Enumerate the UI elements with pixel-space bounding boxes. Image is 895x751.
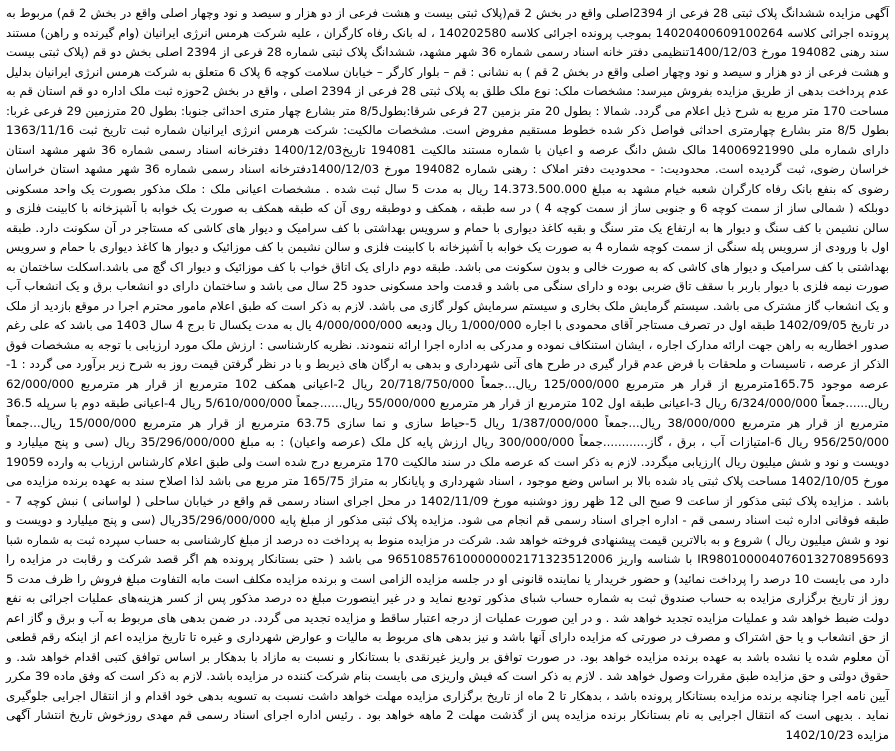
- auction-notice-text: آگهی مزایده ششدانگ پلاک ثبتی 28 فرعی از 2394اصلی واقع در بخش 2 قم(پلاک ثبتی بیست و هشت فرعی از دو هزار و سیصد و نود وچهار اصلی واقع در بخش 2 قم) مربوط به پرونده اجرائی کلاسه 14020400609100264 بموجب پرونده اجرائی کلاسه 140202580 ، له بانک رفاه کارگران ، علیه شرکت هرمس انرژی ایرانیان (وام گیرنده و راهن) مستند سند رهنی 194082 مورخ 1400/12/03تنظیمی دفتر خانه اسناد رسمی شماره 36 شهر مشهد، ششدانگ پلاک ثبتی شماره 28 فرعی از 2394 اصلی بخش دو قم (پلاک ثبتی بیست و هشت فرعی از دو هزار و سیصد و نود وچهار اصلی واقع در بخش 2 قم ) به نشانی : قم – بلوار کارگر – خیابان سلامت کوچه 6 پلاک 6 متعلق به شرکت هرمس انرژی ایرانیان بدلیل عدم پرداخت بدهی از طریق مزایده بفروش میرسد: مشخصات ملک: نوع ملک طلق به پلاک ثبتی 28 فرعی از 2394 اصلی ، واقع در بخش 2حوزه ثبت ملک اداره دو قم استان قم به مساحت 170 متر مربع به شرح ذیل اعلام می گردد. شمالا : بطول 20 متر بزمین 27 فرعی شرقا:بطول8/5 متر بشارع چهار متری احداثی جنوبا: بطول 20 مترزمین 29 فرعی غربا: بطول 8/5 متر بشارع چهارمتری احداثی فواصل ذکر شده خطوط مستقیم مفروض است. مشخصات مالکیت: شرکت هرمس انرژی ایرانیان شماره ثبت تاریخ ثبت 1363/11/16 دارای شماره ملی 14006921990 مالک شش دانگ عرصه و اعیان با شماره مستند مالکیت 194081 تاریخ1400/12/03 دفترخانه اسناد رسمی شماره 36 شهر مشهد استان خراسان رضوی، ثبت گردیده است. محدودیت: - محدودیت دفتر املاک : رهنی شماره 194082 مورخ 1400/12/03دفترخانه اسناد رسمی شماره 36 شهر مشهد استان خراسان رضوی که بنفع بانک رفاه کارگران شعبه خیام مشهد به مبلغ 14.373.500.000 ریال به مدت 5 سال ثبت شده . مشخصات اعیانی ملک : ملک مذکور بصورت یک واحد مسکونی دوبلکه ( شمالی ساز از سمت کوچه 6 و جنوبی ساز از سمت کوچه 4 ) در سه طبقه ، همکف و دوطبقه روی آن که طبقه همکف به صورت یک خوابه با آشپزخانه با کابینت فلزی و سالن نشیمن با کف سنگ و دیوار ها به ارتفاع یک متر سنگ و بقیه کاغذ دیواری با حمام و سرویس بهداشتی با کف سرامیک و دیوار های کاشی که مستاجر در آن سکونت دارد. طبقه اول با ورودی از سرویس پله سنگی از سمت کوچه شماره 4 به صورت یک خوابه با آشپزخانه با کابینت فلزی و سالن نشیمن با کف موزائیک و دیوار ها کاغذ دیواری با حمام و سرویس بهداشتی با کف سرامیک و دیوار های کاشی که به صورت خالی و بدون سکونت می باشد. طبقه دوم دارای یک اتاق خواب با کف موزائیک و دیوار اک گچ می باشد.اسکلت ساختمان به صورت نیمه فلزی با دیوار باربر با سقف تاق ضربی بوده و دارای سنگی می باشد و قدمت واحد مسکونی حدود 25 سال می باشد و ساختمان دارای دو انشعاب برق و یک انشعاب آب و یک انشعاب گاز مشترک می باشد. سیستم گرمایش ملک بخاری و سیستم سرمایش کولر گازی می باشد. لازم به ذکر است که طبق اعلام مامور محترم اجرا در موقع بازدید از ملک در تاریخ 1402/09/05 طبقه اول در تصرف مستاجر آقای محمودی با اجاره 1/000/000 ریال ودیعه 4/000/000/000 یال به مدت یکسال تا برج 4 سال 1403 می باشد که علی رغم صدور اخطاریه به راهن جهت ارائه مدارک اجاره ، ایشان استنکاف نموده و مدرکی به اداره اجرا ارائه ننمودند. نظریه کارشناسی : ارزش ملک مورد ارزیابی با توجه به مشخصات فوق الذکر از عرصه ، تاسیسات و ملحقات با فرض عدم قرار گیری در طرح های آتی شهرداری و بدهی به ارگان های ذیربط و با در نظر گرفتن قیمت روز به شرح زیر برآورد می گردد : 1-عرصه موجود 165.75مترمربع از قرار هر مترمربع 125/000/000 ریال...جمعاً 20/718/750/000 ریال 2-اعیانی همکف 102 مترمربع از قرار هر مترمربع 62/000/000 ریال......جمعاً 6/324/000/000 ریال 3-اعیانی طبقه اول 102 مترمربع از قرار هر مترمربع 55/000/000 ریال......جمعاً 5/610/000/000 ریال 4-اعیانی طبقه دوم با سرپله 36.5 مترمربع از قرار هر مترمربع 38/000/000 ریال...جمعاً 1/387/000/000 ریال 5-حیاط سازی و نما سازی 63.75 مترمربع از قرار هر مترمربع 15/000/000 ریال...جمعاً 956/250/000 ریال 6-امتیازات آب ، برق ، گاز............جمعاً 300/000/000 ریال ارزش پایه کل ملک (عرصه واعیان) : به مبلغ 35/296/000/000 ریال (سی و پنج میلیارد و دویست و نود و شش میلیون ریال )ارزیابی میگردد. لازم به ذکر است که عرصه ملک در سند مالکیت 170 مترمربع درج شده است ولی طبق اعلام کارشناس ارزیاب به وارده 19059 مورخ 1402/10/05 مساحت پلاک ثبتی یاد شده بالا بر اساس وضع موجود ، اسناد شهرداری و پایانکار به متراژ 165/75 متر مربع می باشد لذا اصلاح سند به عهده برنده مزایده می باشد . مزایده پلاک ثبتی مذکور از ساعت 9 صبح الی 12 ظهر روز دوشنبه مورخ 1402/11/09 در محل اجرای اسناد رسمی قم واقع در خیابان ساحلی ( لواسانی ) نبش کوچه 7 - طبقه فوقانی اداره ثبت اسناد رسمی قم - اداره اجرای اسناد رسمی قم انجام می شود. مزایده پلاک ثبتی مذکور از مبلغ پایه 35/296/000/000ریال (سی و پنج میلیارد و دویست و نود و شش میلیون ریال ) شروع و به بالاترین قیمت پیشنهادی فروخته خواهد شد. شرکت در مزایده منوط به پرداخت ده درصد از مبلغ کارشناسی به حساب سپرده ثبت به شماره شبا IR980100004076013270895693 با شناسه واریز 965108576100000002171323512006 می باشد ( حتی بستانکار پرونده هم اگر قصد شرکت و رقابت در مزایده را دارد می بایست 10 درصد را پرداخت نمائید) و حضور خریدار یا نماینده قانونی او در جلسه مزایده الزامی است و برنده مزایده مکلف است مابه التفاوت مبلغ فروش را ظرف مدت 5 روز از تاریخ برگزاری مزایده به حساب صندوق ثبت به شماره حساب شبای مذکور تودیع نماید و در غیر اینصورت مبلغ ده درصد مذکور پس از کسر هزینه‌های عملیات اجرائی به نفع دولت ضبط خواهد شد و عملیات مزایده تجدید خواهد شد . و در این صورت عملیات از درجه اعتبار ساقط و مزایده تجدید می گردد. در ضمن بدهی های مربوط به آب و برق و گاز اعم از حق انشعاب و یا حق اشتراک و مصرف در صورتی که مزایده دارای آنها باشد و نیز بدهی های مربوط به ماليات و عوارض شهرداری و غیره تا تاریخ مزایده اعم از اینکه رقم قطعی آن معلوم شده یا نشده باشد به عهده برنده مزایده خواهد بود. در صورت توافق بر واریز غیرنقدی با بستانکار و نسبت به مازاد با بدهکار بر اساس توافق کتبی اقدام خواهد شد. و حقوق دولتی و حق مزایده طبق مقررات وصول خواهد شد . لازم به ذکر است که فیش واریزی می بایست بنام شرکت کننده در مزایده باشد. لازم به ذکر است که وفق ماده 39 مکرر آیین نامه اجرا چنانچه برنده مزایده بستانکار پرونده باشد ، بدهکار تا 2 ماه از تاریخ برگزاری مزایده مهلت خواهد داشت نسبت به تسویه بدهی خود اقدام و از انتقال اجرایی جلوگیری نماید . بدیهی است که انتقال اجرایی به نام بستانکار برنده مزایده پس از گذشت مهلت 2 ماهه خواهد بود . رئیس اداره اجرای اسناد رسمی قم مهدی روزخوش تاریخ انتشار آگهی مزایده 1402/10/23: [6, 6, 890, 742]
